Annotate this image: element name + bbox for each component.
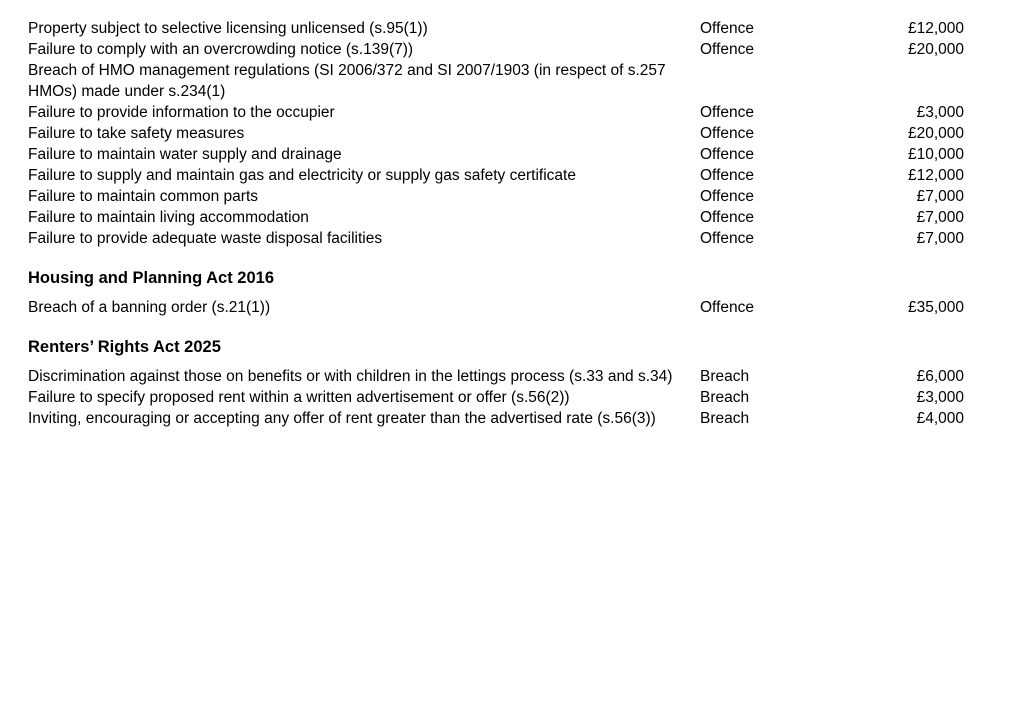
offence-type: Offence <box>700 167 755 184</box>
section-heading-label: Renters’ Rights Act 2025 <box>28 338 221 356</box>
penalty-amount: £6,000 <box>916 368 964 385</box>
table-row <box>28 366 964 387</box>
offence-description: Failure to take safety measures <box>28 125 245 142</box>
table-row <box>28 18 964 39</box>
table-row <box>28 102 964 123</box>
offence-description: Failure to maintain water supply and drainage <box>28 146 342 163</box>
offence-type: Breach <box>700 368 750 385</box>
section-heading-row <box>28 318 964 366</box>
penalty-amount: £12,000 <box>907 167 964 184</box>
offence-type: Offence <box>700 188 755 205</box>
offence-type: Offence <box>700 209 755 226</box>
offence-description: Failure to comply with an overcrowding notice (s.139(7)) <box>28 41 414 58</box>
offence-type <box>700 60 840 102</box>
offence-description: Failure to specify proposed rent within a written advertisement or offer (s.56(2)) <box>28 389 570 406</box>
offence-type: Offence <box>700 230 755 247</box>
section-heading-label: Housing and Planning Act 2016 <box>28 269 275 287</box>
table-body <box>28 18 964 429</box>
penalty-amount: £4,000 <box>916 410 964 427</box>
offence-description: Breach of HMO management regulations (SI 2006/372 and SI 2007/1903 (in respect of s.257 HMOs) made under s.234(1) <box>28 62 666 100</box>
penalty-amount: £7,000 <box>916 188 964 205</box>
offence-description: Inviting, encouraging or accepting any offer of rent greater than the advertised rate (s.56(3)) <box>28 410 656 427</box>
offence-type: Offence <box>700 41 755 58</box>
offence-description: Property subject to selective licensing unlicensed (s.95(1)) <box>28 20 428 37</box>
offence-type <box>700 249 840 297</box>
offence-type: Offence <box>700 125 755 142</box>
penalty-amount <box>840 60 964 102</box>
penalty-amount: £3,000 <box>916 104 964 121</box>
offence-type: Offence <box>700 104 755 121</box>
penalty-amount: £10,000 <box>907 146 964 163</box>
penalty-amount: £20,000 <box>907 125 964 142</box>
offence-description: Discrimination against those on benefits or with children in the lettings process (s.33 and s.34) <box>28 368 673 385</box>
offence-type: Offence <box>700 146 755 163</box>
table-row <box>28 408 964 429</box>
table-row <box>28 387 964 408</box>
penalty-amount: £35,000 <box>907 299 964 316</box>
penalty-amount: £7,000 <box>916 230 964 247</box>
offence-type: Offence <box>700 20 755 37</box>
table-row <box>28 186 964 207</box>
offence-description: Breach of a banning order (s.21(1)) <box>28 299 271 316</box>
offence-description: Failure to supply and maintain gas and electricity or supply gas safety certificate <box>28 167 576 184</box>
table-row <box>28 165 964 186</box>
section-heading-row <box>28 249 964 297</box>
offence-penalty-table <box>28 18 964 429</box>
table-row <box>28 228 964 249</box>
offence-description: Failure to maintain common parts <box>28 188 259 205</box>
offence-description: Failure to maintain living accommodation <box>28 209 309 226</box>
penalty-amount <box>840 249 964 297</box>
table-row <box>28 144 964 165</box>
offence-type: Breach <box>700 410 750 427</box>
table-row <box>28 297 964 318</box>
offence-type <box>700 318 840 366</box>
table-row <box>28 123 964 144</box>
table-row <box>28 207 964 228</box>
penalty-amount: £3,000 <box>916 389 964 406</box>
table-row <box>28 60 964 102</box>
penalty-amount: £7,000 <box>916 209 964 226</box>
penalty-amount: £12,000 <box>907 20 964 37</box>
penalty-amount: £20,000 <box>907 41 964 58</box>
penalty-amount <box>840 318 964 366</box>
offence-description: Failure to provide adequate waste disposal facilities <box>28 230 383 247</box>
offence-type: Offence <box>700 299 755 316</box>
table-row <box>28 39 964 60</box>
offence-description: Failure to provide information to the occupier <box>28 104 335 121</box>
offence-type: Breach <box>700 389 750 406</box>
